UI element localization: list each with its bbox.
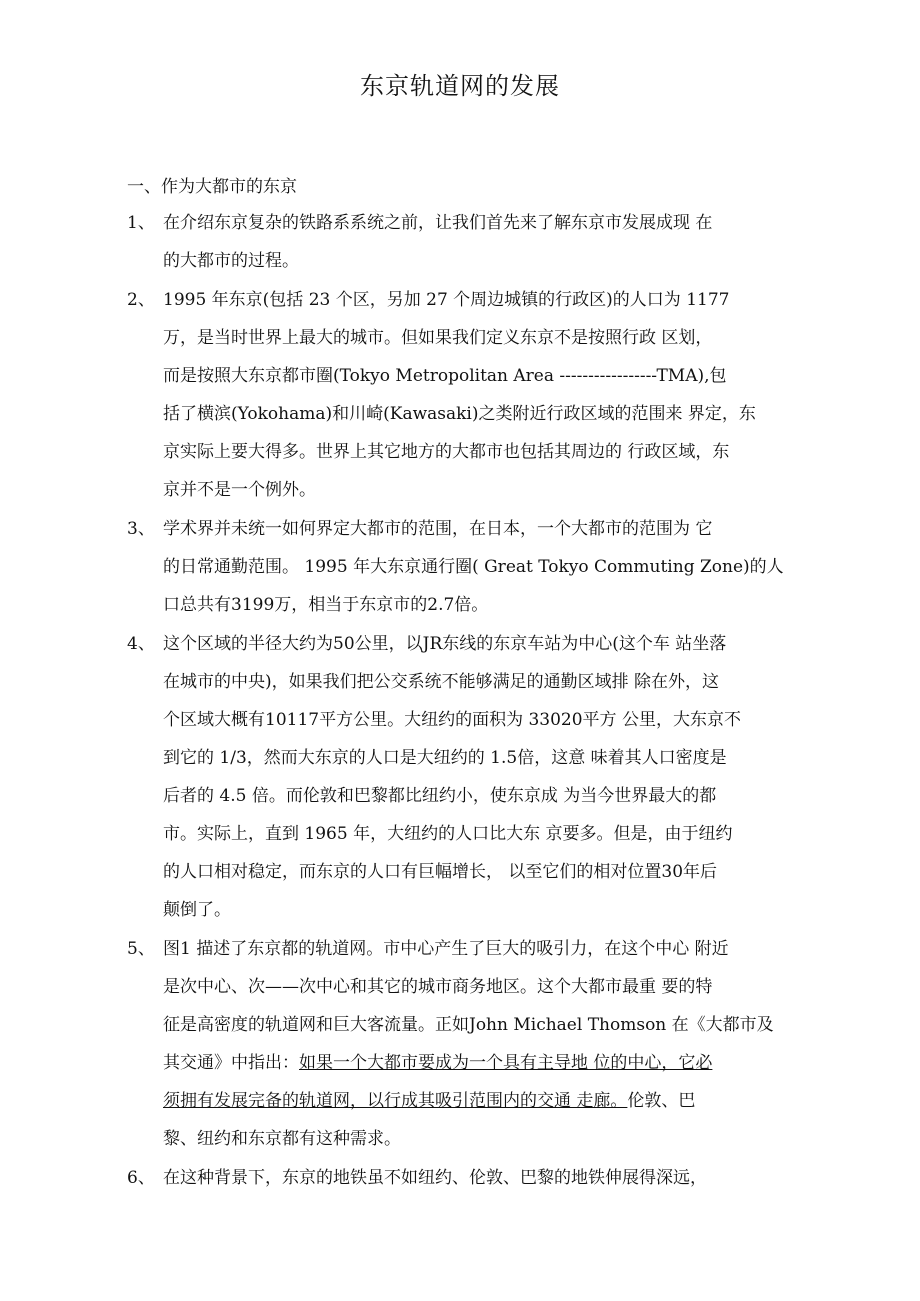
item-number: 4、 [127,634,155,654]
text-line: 在这种背景下，东京的地铁虽不如纽约、伦敦、巴黎的地铁伸展得深远， [163,1168,707,1188]
list-item [0,1159,920,1197]
text-line: 的人口相对稳定，而东京的人口有巨幅增长， 以至它们的相对位置30年后 [163,862,718,882]
item-text [163,625,815,929]
list-item [0,930,920,1158]
text-line: 这个区域的半径大约为50公里，以JR东线的东京车站为中心(这个车 站坐落 [163,634,727,654]
text-line: 后者的 4.5 倍。而伦敦和巴黎都比纽约小，使东京成 为当今世界最大的都 [163,786,717,806]
item-number: 3、 [127,519,155,539]
text-line: 京实际上要大得多。世界上其它地方的大都市也包括其周边的 行政区域，东 [163,442,730,462]
page-title: 东京轨道网的发展 [360,72,560,100]
text-line: 口总共有3199万，相当于东京市的2.7倍。 [163,595,489,615]
item-number: 6、 [127,1168,155,1188]
item-number: 5、 [127,939,155,959]
text-line [163,1044,815,1082]
underlined-quote: 如果一个大都市要成为一个具有主导地 位的中心，它必 [299,1053,713,1073]
text-line: 括了横滨(Yokohama)和川崎(Kawasaki)之类附近行政区域的范围来 界定，东 [163,404,756,424]
text-line: 学术界并未统一如何界定大都市的范围，在日本，一个大都市的范围为 它 [163,519,713,539]
text-line: 在城市的中央)，如果我们把公交系统不能够满足的通勤区域排 除在外，这 [163,672,720,692]
text-line: 征是高密度的轨道网和巨大客流量。正如John Michael Thomson 在《大都市及 [163,1015,774,1035]
text-line: 的大都市的过程。 [163,251,299,271]
underlined-quote: 须拥有发展完备的轨道网，以行成其吸引范围内的交通 走廊。 [163,1091,628,1111]
numbered-list [0,204,920,1198]
list-item [0,625,920,929]
item-text [163,204,815,280]
section-heading: 一、作为大都市的东京 [127,177,297,197]
text-line: 颠倒了。 [163,900,231,920]
text-line: 1995 年东京(包括 23 个区，另加 27 个周边城镇的行政区)的人口为 1177 [163,290,730,310]
text-line [163,1082,815,1120]
list-item [0,204,920,280]
item-text [163,510,815,624]
text-line: 黎、纽约和东京都有这种需求。 [163,1129,401,1149]
text-line: 而是按照大东京都市圈(Tokyo Metropolitan Area -----------------TMA),包 [163,366,727,386]
item-text [163,1159,815,1197]
list-item [0,510,920,624]
list-item [0,281,920,509]
item-number: 1、 [127,213,155,233]
text-line: 图1 描述了东京都的轨道网。市中心产生了巨大的吸引力，在这个中心 附近 [163,939,729,959]
item-text [163,281,815,509]
text-line: 京并不是一个例外。 [163,480,316,500]
text-segment: 其交通》中指出： [163,1053,299,1073]
text-line: 是次中心、次——次中心和其它的城市商务地区。这个大都市最重 要的特 [163,977,713,997]
text-line: 万，是当时世界上最大的城市。但如果我们定义东京不是按照行政 区划， [163,328,713,348]
item-number: 2、 [127,290,155,310]
text-line: 个区域大概有10117平方公里。大纽约的面积为 33020平方 公里，大东京不 [163,710,741,730]
text-line: 到它的 1/3，然而大东京的人口是大纽约的 1.5倍，这意 味着其人口密度是 [163,748,727,768]
text-segment: 伦敦、巴 [627,1091,696,1111]
text-line: 的日常通勤范围。 1995 年大东京通行圈( Great Tokyo Commuting Zone)的人 [163,557,784,577]
text-line: 在介绍东京复杂的铁路系系统之前，让我们首先来了解东京市发展成现 在 [163,213,713,233]
item-text [163,930,815,1158]
text-line: 市。实际上，直到 1965 年，大纽约的人口比大东 京要多。但是，由于纽约 [163,824,733,844]
